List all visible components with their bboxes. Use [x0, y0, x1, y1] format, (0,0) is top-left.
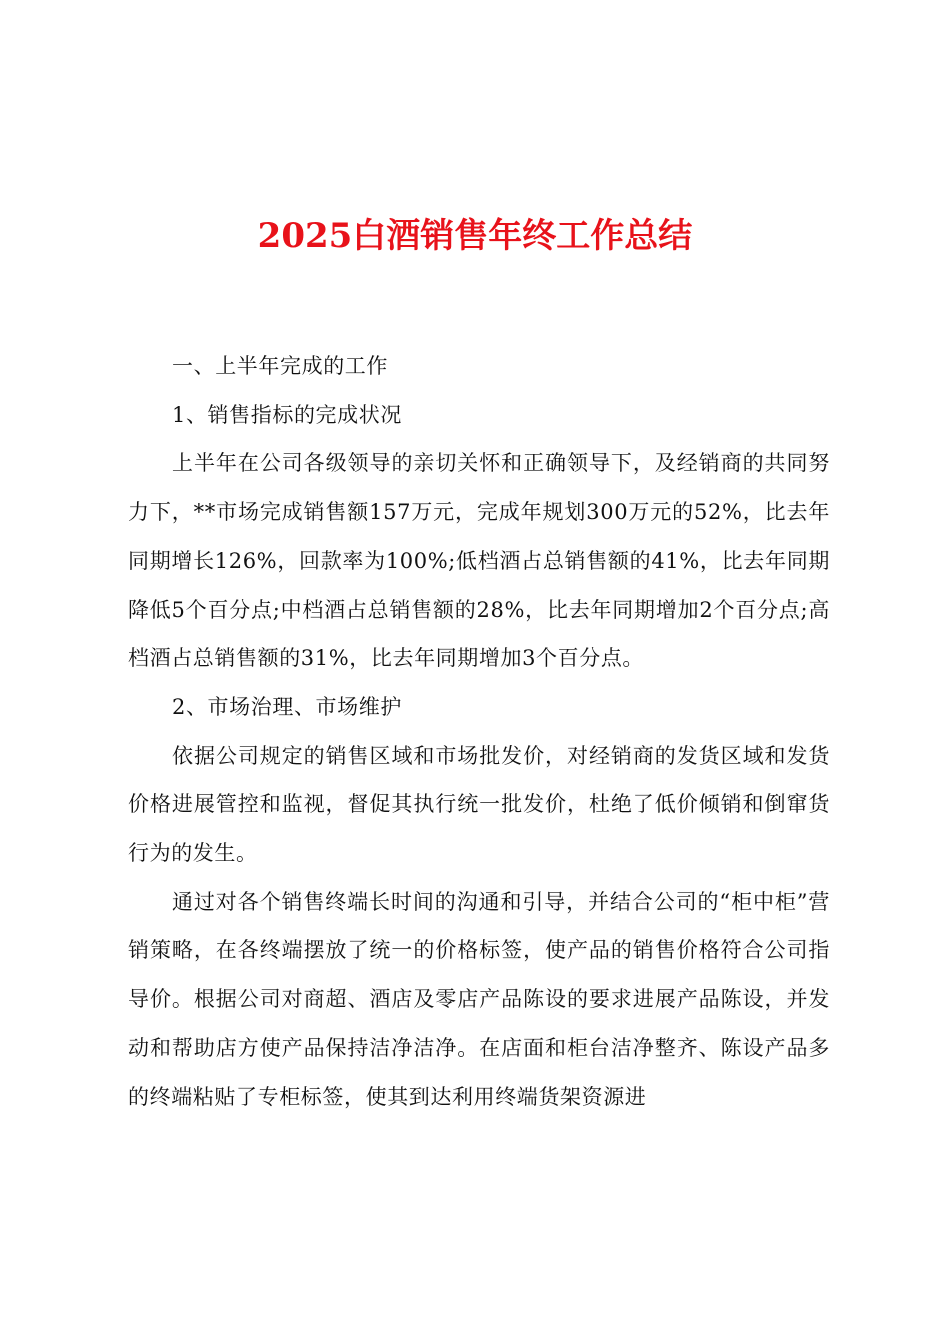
section-heading: 一、上半年完成的工作: [172, 354, 388, 378]
body-paragraph: 上半年在公司各级领导的亲切关怀和正确领导下，及经销商的共同努力下，**市场完成销售额157万元，完成年规划300万元的52%，比去年同期增长126%，回款率为100%;低档酒占总销售额的41%，比去年同期降低5个百分点;中档酒占总销售额的28%，比去年同期增加2个百分点;高档酒占总销售额的31%，比去年同期增加3个百分点。: [128, 451, 830, 671]
body-paragraph: 依据公司规定的销售区域和市场批发价，对经销商的发货区域和发货价格进展管控和监视，督促其执行统一批发价，杜绝了低价倾销和倒窜货行为的发生。: [128, 743, 830, 866]
body-paragraph: 通过对各个销售终端长时间的沟通和引导，并结合公司的“柜中柜”营销策略，在各终端摆放了统一的价格标签，使产品的销售价格符合公司指导价。根据公司对商超、酒店及零店产品陈设的要求进展产品陈设，并发动和帮助店方使产品保持洁净洁净。在店面和柜台洁净整齐、陈设产品多的终端粘贴了专柜标签，使其到达利用终端货架资源进: [128, 889, 830, 1109]
document-body: [128, 342, 830, 1121]
document-title: 2025白酒销售年终工作总结: [257, 216, 693, 256]
subsection-heading: 2、市场治理、市场维护: [172, 694, 402, 719]
subsection-heading: 1、销售指标的完成状况: [172, 402, 402, 427]
